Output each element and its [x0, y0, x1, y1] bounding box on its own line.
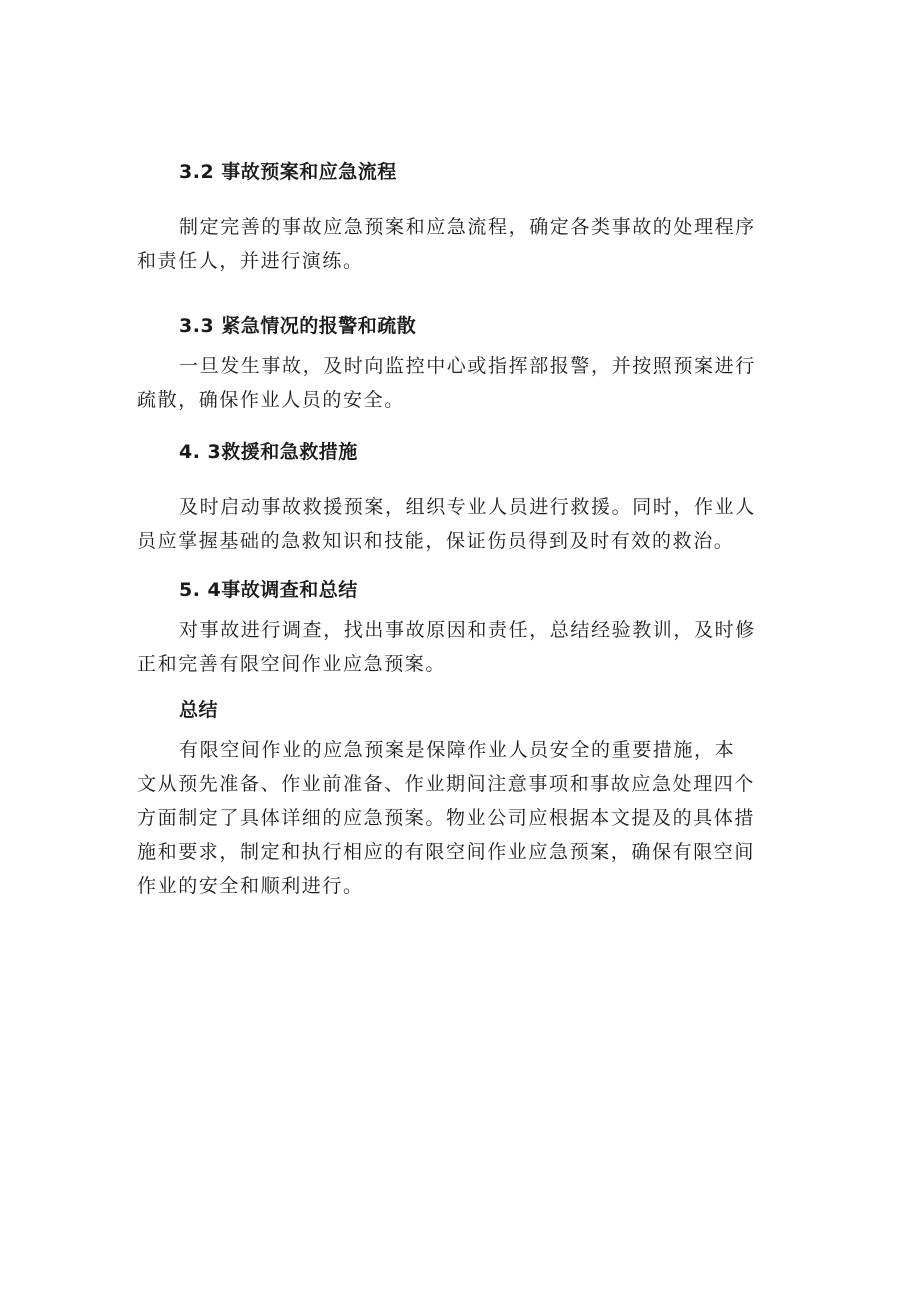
summary-heading: 总结	[179, 699, 219, 721]
section-paragraph-3-3	[137, 349, 787, 417]
section-heading-3-2: 3.2 事故预案和应急流程	[179, 161, 397, 183]
paragraph-line: 和责任人，并进行演练。	[137, 250, 364, 272]
summary-paragraph	[137, 733, 787, 903]
paragraph-line: 员应掌握基础的急救知识和技能，保证伤员得到及时有效的救治。	[137, 530, 735, 552]
paragraph-line: 正和完善有限空间作业应急预案。	[137, 653, 447, 675]
paragraph-line: 疏散，确保作业人员的安全。	[137, 389, 405, 411]
paragraph-line: 对事故进行调查，找出事故原因和责任，总结经验教训，及时修	[179, 619, 756, 641]
paragraph-line: 文从预先准备、作业前准备、作业期间注意事项和事故应急处理四个	[137, 773, 756, 795]
paragraph-line: 一旦发生事故，及时向监控中心或指挥部报警，并按照预案进行	[179, 355, 756, 377]
paragraph-line: 有限空间作业的应急预案是保障作业人员安全的重要措施，本	[179, 739, 736, 761]
section-heading-4-3: 4. 3救援和急救措施	[179, 441, 358, 463]
section-paragraph-3-2	[137, 210, 787, 278]
paragraph-line: 制定完善的事故应急预案和应急流程，确定各类事故的处理程序	[179, 216, 756, 238]
paragraph-line: 作业的安全和顺利进行。	[137, 875, 364, 897]
section-paragraph-4-3	[137, 490, 787, 558]
paragraph-line: 方面制定了具体详细的应急预案。物业公司应根据本文提及的具体措	[137, 807, 756, 829]
section-paragraph-5-4	[137, 613, 787, 681]
paragraph-line: 及时启动事故救援预案，组织专业人员进行救援。同时，作业人	[179, 496, 756, 518]
section-heading-5-4: 5. 4事故调查和总结	[179, 579, 358, 601]
section-heading-3-3: 3.3 紧急情况的报警和疏散	[179, 315, 417, 337]
paragraph-line: 施和要求，制定和执行相应的有限空间作业应急预案，确保有限空间	[137, 841, 756, 863]
